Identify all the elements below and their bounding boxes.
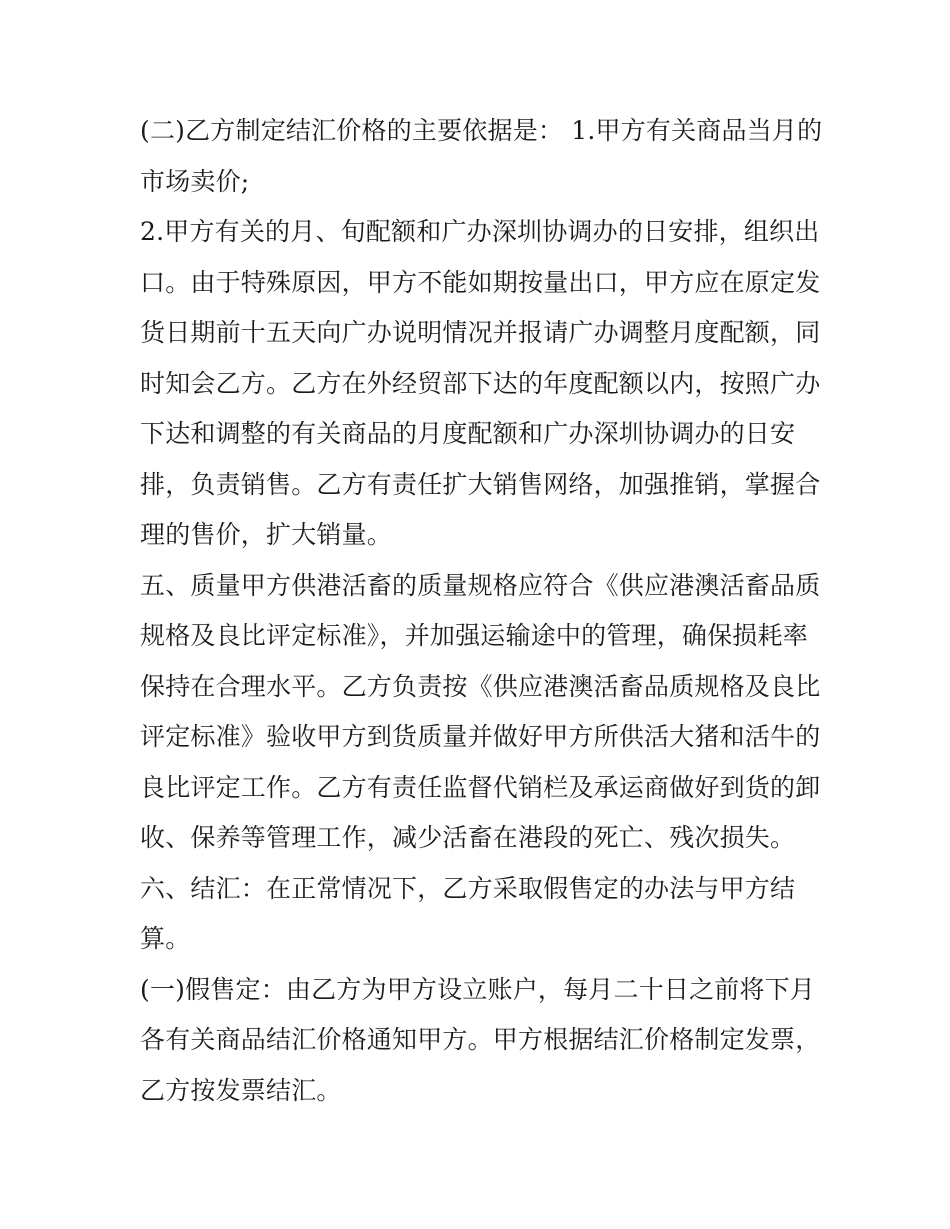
text-line: 乙方按发票结汇。 bbox=[140, 1075, 342, 1105]
text-line: 六、结汇：在正常情况下，乙方采取假售定的办法与甲方结 bbox=[140, 873, 796, 903]
text-line: 市场卖价; bbox=[140, 166, 250, 196]
text-line: (二)乙方制定结汇价格的主要依据是： 1.甲方有关商品当月的 bbox=[140, 116, 823, 145]
text-line: 货日期前十五天向广办说明情况并报请广办调整月度配额，同 bbox=[140, 318, 821, 347]
text-line: 评定标准》验收甲方到货质量并做好甲方所供活大猪和活牛的 bbox=[140, 722, 821, 751]
document-body bbox=[140, 106, 823, 1116]
text-line: 算。 bbox=[140, 924, 191, 953]
text-line: 规格及良比评定标准》，并加强运输途中的管理，确保损耗率 bbox=[140, 621, 808, 650]
text-line: 时知会乙方。乙方在外经贸部下达的年度配额以内，按照广办 bbox=[140, 368, 821, 398]
text-line: 排，负责销售。乙方有责任扩大销售网络，加强推销，掌握合 bbox=[140, 469, 821, 499]
text-line: 五、质量甲方供港活畜的质量规格应符合《供应港澳活畜品质 bbox=[140, 570, 821, 600]
text-line: 各有关商品结汇价格通知甲方。甲方根据结汇价格制定发票， bbox=[140, 1025, 821, 1054]
text-line: 保持在合理水平。乙方负责按《供应港澳活畜品质规格及良比 bbox=[140, 671, 821, 701]
text-line: 理的售价，扩大销量。 bbox=[140, 520, 393, 549]
text-line: 下达和调整的有关商品的月度配额和广办深圳协调办的日安 bbox=[140, 419, 796, 448]
text-line: 2.甲方有关的月、旬配额和广办深圳协调办的日安排，组织出 bbox=[140, 217, 820, 246]
text-line: 口。由于特殊原因，甲方不能如期按量出口，甲方应在原定发 bbox=[140, 267, 821, 297]
text-line: (一)假售定：由乙方为甲方设立账户，每月二十日之前将下月 bbox=[140, 974, 816, 1004]
text-line: 良比评定工作。乙方有责任监督代销栏及承运商做好到货的卸 bbox=[140, 772, 821, 802]
text-line: 收、保养等管理工作，减少活畜在港段的死亡、残次损失。 bbox=[140, 823, 796, 852]
